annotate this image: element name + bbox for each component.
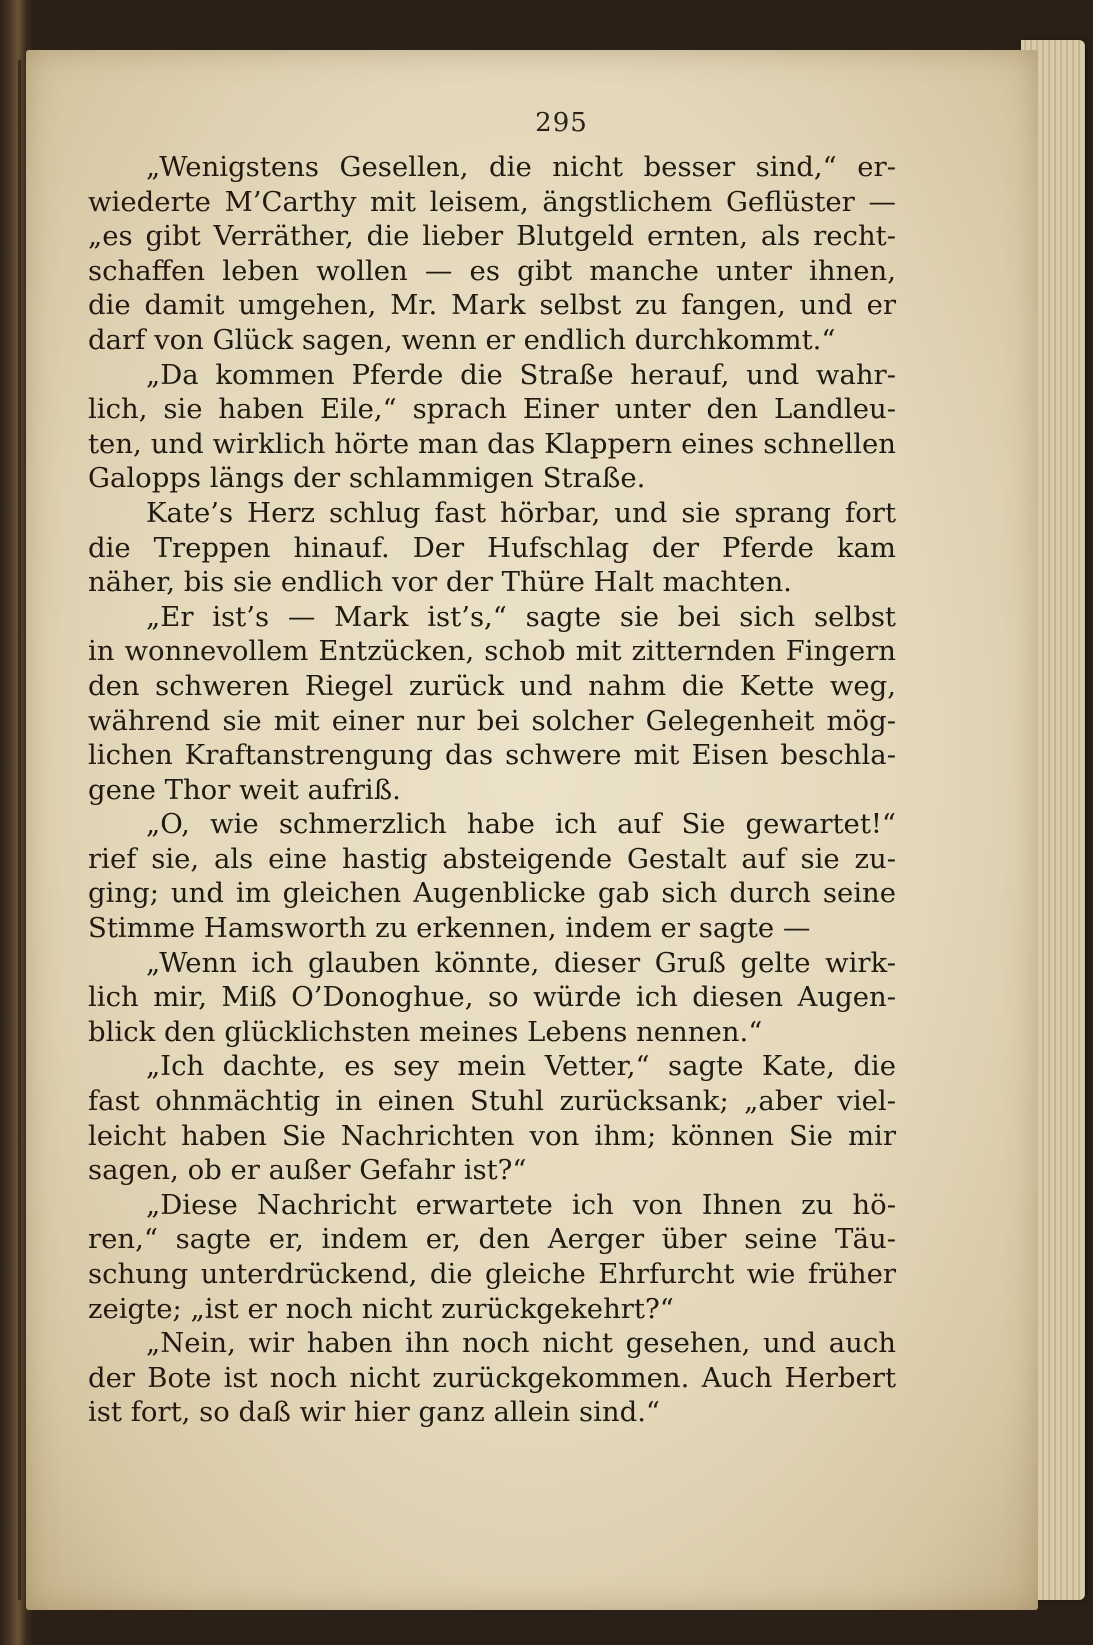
text-line: lich mir, Miß O’Donoghue, so würde ich diesen Augen- [88,981,896,1014]
text-line: „Diese Nachricht erwartete ich von Ihnen zu hö- [146,1188,896,1221]
book-gutter [18,60,21,1600]
text-line: ren,“ sagte er, indem er, den Aerger über seine Täu- [88,1223,896,1256]
text-line: „O, wie schmerzlich habe ich auf Sie gewartet!“ [146,808,896,841]
text-line: lichen Kraftanstrengung das schwere mit Eisen beschla- [88,739,896,772]
text-line: „Da kommen Pferde die Straße herauf, und wahr- [146,358,896,391]
text-line: ten, und wirklich hörte man das Klappern eines schnellen [88,427,896,460]
text-line: leicht haben Sie Nachrichten von ihm; können Sie mir [88,1119,896,1152]
text-line: Galopps längs der schlammigen Straße. [88,462,646,495]
text-line: „es gibt Verräther, die lieber Blutgeld ernten, als recht- [88,220,896,253]
text-line: den schweren Riegel zurück und nahm die Kette weg, [88,669,896,702]
text-line: während sie mit einer nur bei solcher Gelegenheit mög- [88,704,896,737]
text-line: sagen, ob er außer Gefahr ist?“ [88,1154,527,1187]
text-line: wiederte M’Carthy mit leisem, ängstlichem Geflüster — [88,185,896,218]
text-line: „Nein, wir haben ihn noch nicht gesehen, und auch [146,1327,896,1360]
text-line: Kate’s Herz schlug fast hörbar, und sie sprang fort [146,496,896,529]
text-line: schaffen leben wollen — es gibt manche unter ihnen, [88,254,896,287]
text-line: blick den glücklichsten meines Lebens nennen.“ [88,1015,763,1048]
text-line: rief sie, als eine hastig absteigende Gestalt auf sie zu- [88,842,896,875]
text-line: ist fort, so daß wir hier ganz allein sind.“ [88,1396,660,1429]
page-number: 295 [535,108,588,138]
text-line: fast ohnmächtig in einen Stuhl zurücksank; „aber viel- [88,1085,896,1118]
text-line: ging; und im gleichen Augenblicke gab sich durch seine [88,877,896,910]
text-line: gene Thor weit aufriß. [88,773,401,806]
text-line: „Er ist’s — Mark ist’s,“ sagte sie bei sich selbst [146,600,896,633]
text-line: zeigte; „ist er noch nicht zurückgekehrt?“ [88,1292,674,1325]
text-line: darf von Glück sagen, wenn er endlich durchkommt.“ [88,323,836,356]
text-line: „Wenn ich glauben könnte, dieser Gruß gelte wirk- [146,946,896,979]
page-text [88,150,896,1430]
text-line: schung unterdrückend, die gleiche Ehrfurcht wie früher [88,1258,896,1290]
text-line: in wonnevollem Entzücken, schob mit zitternden Fingern [88,635,896,668]
text-line: die damit umgehen, Mr. Mark selbst zu fangen, und er [88,289,896,322]
text-line: Stimme Hamsworth zu erkennen, indem er sagte — [88,912,811,945]
text-line: „Ich dachte, es sey mein Vetter,“ sagte Kate, die [146,1050,896,1083]
text-line: „Wenigstens Gesellen, die nicht besser sind,“ er- [146,151,896,183]
text-line: lich, sie haben Eile,“ sprach Einer unter den Landleu- [88,393,896,426]
text-line: näher, bis sie endlich vor der Thüre Halt machten. [88,566,792,599]
text-line: die Treppen hinauf. Der Hufschlag der Pferde kam [88,531,896,564]
text-line: der Bote ist noch nicht zurückgekommen. Auch Herbert [88,1361,896,1394]
